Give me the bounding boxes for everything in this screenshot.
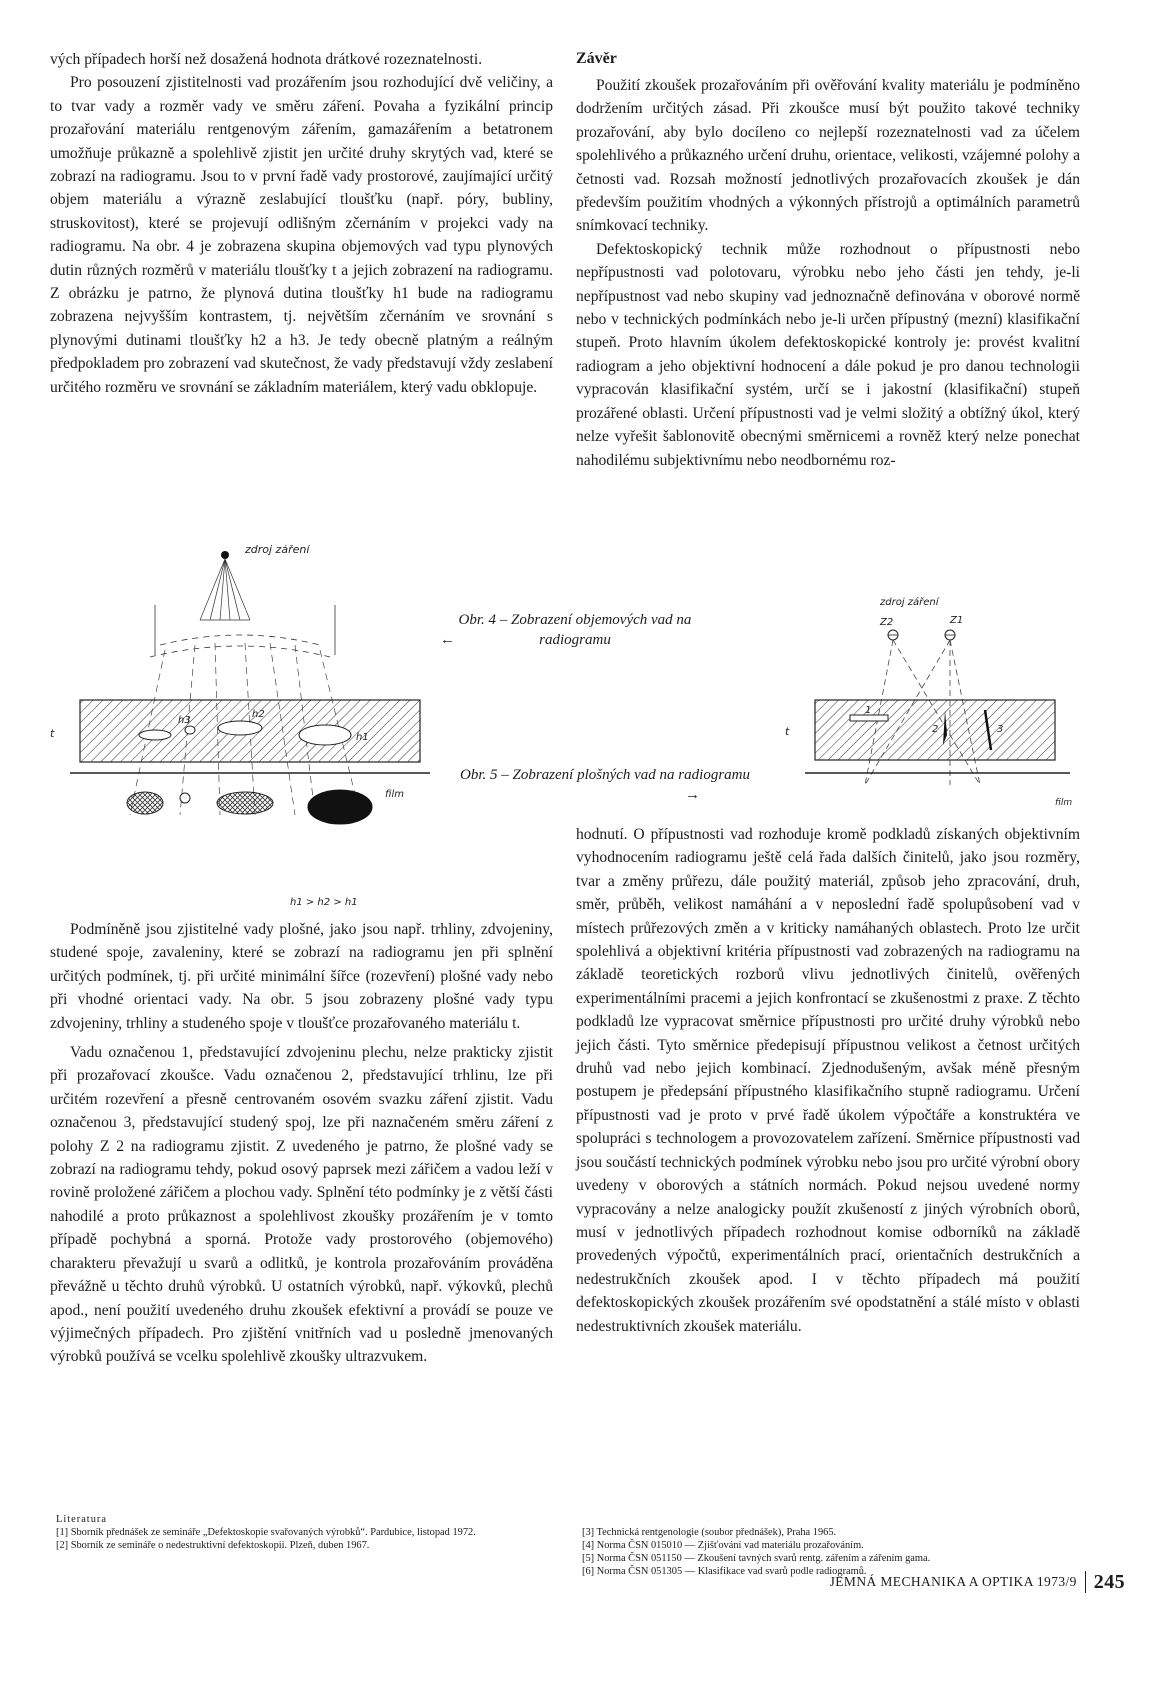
- caption-text: Obr. 5 – Zobrazení plošných vad na radiogramu: [459, 767, 750, 783]
- left-column-bottom: [50, 918, 553, 1369]
- reference-item: [5] Norma ČSN 051150 — Zkoušení tavných svarů rentg. zářením a zářením gama.: [582, 1553, 931, 1564]
- fig5-z1-label: Z1: [950, 615, 964, 626]
- references-title: Literatura: [56, 1514, 107, 1525]
- section-heading: Závěr: [576, 50, 617, 67]
- caption-text: Obr. 4 – Zobrazení objemových vad na radiogramu: [458, 612, 692, 648]
- arrow-right-icon: →: [685, 787, 700, 803]
- fig5-source-label: zdroj záření: [880, 597, 939, 608]
- fig5-film-label: film: [1055, 798, 1073, 808]
- fig4-relation-label: h1 > h2 > h1: [290, 897, 358, 908]
- fig4-film-label: film: [385, 789, 404, 800]
- right-column-top: [576, 48, 1080, 472]
- figure-5-diagram: [775, 595, 1085, 810]
- fig4-source-label: zdroj záření: [245, 545, 310, 556]
- reference-item: [4] Norma ČSN 015010 — Zjišťování vad materiálu prozařováním.: [582, 1540, 864, 1551]
- right-column-bottom: [576, 823, 1080, 1338]
- paragraph: Defektoskopický technik může rozhodnout o přípustnosti nebo nepřípustnosti vad polotovaru, výrobku nebo jeho části jen tehdy, je-li nepřípustnost vad nebo skupiny vad jednoznačně definována v oborové normě nebo v technických podmínkách nebo je-li určen přípustný (mezní) klasifikační stupeň. Proto hlavním úkolem defektoskopické kontroly je: provést kvalitní radiogram a jeho objektivní hodnocení a dále pokud je pro danou technologii vypracován klasifikační systém, určí se i jakostní (klasifikační) stupeň prozářené oblasti. Určení přípustnosti vad je velmi složitý a obtížný úkol, který nelze vyřešit šablonovitě obecnými směrnicemi a rovněž který nelze ponechat nahodilému subjektivnímu nebo neodbornému roz-: [576, 240, 1080, 469]
- fig4-h3-label: h3: [178, 715, 191, 726]
- journal-name: JEMNÁ MECHANIKA A OPTIKA 1973/9: [829, 1574, 1077, 1589]
- fig5-1-label: 1: [865, 705, 872, 716]
- page-number: 245: [1085, 1571, 1125, 1593]
- fig5-t-label: t: [785, 725, 790, 738]
- fig5-2-label: 2: [932, 724, 939, 735]
- fig4-h2-label: h2: [252, 709, 265, 720]
- reference-item: [6] Norma ČSN 051305 — Klasifikace vad svarů podle radiogramů.: [582, 1566, 867, 1577]
- paragraph: Podmíněně jsou zjistitelné vady plošné, jako jsou např. trhliny, zdvojeniny, studené spoje, zavaleniny, které se zobrazí na radiogramu jen při splnění určitých podmínek, tj. při určité minimální šířce (rozevření) plošné vady nebo při vhodné orientaci vady. Na obr. 5 jsou zobrazeny plošné vady typu zdvojeniny, trhliny a studeného spoje v tloušťce prozařovaného materiálu t.: [50, 921, 553, 1032]
- paragraph: vých případech horší než dosažená hodnota drátkové rozeznatelnosti.: [50, 51, 483, 68]
- fig4-h1-label: h1: [356, 732, 369, 743]
- fig5-3-label: 3: [997, 724, 1004, 735]
- figure-4-diagram: [40, 545, 440, 915]
- arrow-left-icon: ←: [440, 632, 455, 648]
- paragraph: Vadu označenou 1, představující zdvojeninu plechu, nelze prakticky zjistit při prozařovací zkoušce. Vadu označenou 2, představující trhlinu, lze při určitém rozevření a přesně centrovaném osovém svazku záření zjistit. Vadu označenou 3, představující studený spoj, lze při naznačeném směru záření z polohy Z 2 na radiogramu zjistit. Z uvedeného je patrno, že plošné vady se zobrazí na radiogramu tehdy, pokud osový paprsek mezi zářičem a vadou leží v rovině proložené zářičem a plochou vady. Splnění této podmínky je z větší části nahodilé a proto průkaznost a spolehlivost zkoušky prozářením je v tomto případě pochybná a sporná. Protože vady prostorového (objemového) charakteru převažují u svarů a odlitků, je kontrola prozařováním prováděna převážně u těchto druhů výrobků. U ostatních výrobků, např. výkovků, plechů apod., není použití uvedeného druhu zkoušek efektivní a provádí se pouze ve výjimečných případech. Pro zjištění vnitřních vad u posledně jmenovaných výrobků používá se vcelku spolehlivě zkoušky ultrazvukem.: [50, 1044, 553, 1366]
- figure-4-caption: [440, 610, 710, 650]
- reference-item: [2] Sborník ze semináře o nedestruktivní defektoskopii. Plzeň, duben 1967.: [56, 1540, 370, 1551]
- paragraph: hodnutí. O přípustnosti vad rozhoduje kromě podkladů získaných objektivním vyhodnocením radiogramu ještě celá řada dalších činitelů, jako jsou rozměry, tvar a změny průřezu, dále použitý materiál, způsob jeho zpracování, druh, směr, průběh, velikost namáhání a v neposlední řadě spolupůsobení vad v místech průřezových změn a v kriticky namáhaných oblastech. Proto lze určit spolehlivá a objektivní kritéria přípustnosti vad zobrazených na radiogramu na základě teoretických rozborů vlivu jednotlivých činitelů, ověřených experimentálními pracemi a jejich konfrontací se zkušenostmi z praxe. Z těchto podkladů lze vypracovat směrnice přípustnosti pro určité druhy výrobků nebo jejich části. Tyto směrnice předepisují přípustnou velikost a četnost určitých druhů vad nebo jejich kombinací. Zjednodušeným, avšak méně přesným postupem je předepsání přípustného klasifikačního stupně radiogramu. Určení přípustnosti vad je proto v prvé řadě úkolem výpočtáře a konstruktéra ve spolupráci s technologem a provozovatelem zařízení. Směrnice přípustnosti vad jsou součástí technických podmínek výrobku nebo jsou pro určité výrobní obory uvedeny v oborových a státních normách. Pokud nejsou uvedené normy vypracovány a nelze analogicky použít zkušeností z jiných výrobních oborů, musí v jednotlivých případech rozhodnout komise odborníků na základě provedených výpočtů, experimentálních prací, orientačních destrukčních a nedestrukčních zkoušek apod. I v těchto případech má použití defektoskopických zkoušek prozářením své opodstatnění a stálé místo v oblasti nedestruktivních zkoušek materiálu.: [576, 826, 1080, 1335]
- reference-item: [3] Technická rentgenologie (soubor přednášek), Praha 1965.: [582, 1527, 837, 1538]
- fig5-z2-label: Z2: [880, 617, 894, 628]
- paragraph: Pro posouzení zjistitelnosti vad prozářením jsou rozhodující dvě veličiny, a to tvar vady a rozměr vady ve směru záření. Povaha a fyzikální princip prozařování materiálu rentgenovým zářením, gamazářením a betatronem umožňuje průkazně a spolehlivě zjistit jen určité druhy skrytých vad, které se zobrazí na radiogramu. Jsou to v první řadě vady prostorové, zaujímající určitý objem materiálu a výrazně zeslabující tloušťku (např. póry, bubliny, struskovitost), které se projevují odlišným zčernáním v projekci vady na radiogramu. Na obr. 4 je zobrazena skupina objemových vad typu plynových dutin různých rozměrů v materiálu tloušťky t a jejich zobrazení na radiogramu. Z obrázku je patrno, že plynová dutina tloušťky h1 bude na radiogramu zobrazena nejvyšším kontrastem, tj. největším zčernáním ve srovnání s plynovými dutinami tloušťky h2 a h3. Je tedy obecně platným a reálným předpokladem pro zobrazení vad skutečnost, že vady představují vždy zeslabení určitého rozměru ve srovnání se základním materiálem, který vadu obklopuje.: [50, 74, 553, 396]
- paragraph: Použití zkoušek prozařováním při ověřování kvality materiálu je podmíněno dodržením určitých zásad. Při zkoušce musí být použito takové techniky prozařování, aby bylo docíleno co nejlepší rozeznatelnosti vad za účelem spolehlivého a průkazného určení druhu, orientace, velikosti, vzájemné polohy a četnosti vad. Rozsah možností jednotlivých prozařovacích zkoušek je dán především použitím vhodných a výkonných přístrojů a optimálních parametrů snímkovací techniky.: [576, 77, 1080, 235]
- fig4-t-label: t: [50, 727, 55, 740]
- figure-5-caption: [455, 765, 755, 803]
- reference-item: [1] Sborník přednášek ze semináře „Defektoskopie svařovaných výrobků“. Pardubice, listopad 1972.: [56, 1527, 476, 1538]
- references-left: [56, 1513, 556, 1552]
- left-column-top: [50, 48, 553, 399]
- page-footer: [830, 1571, 1125, 1593]
- radiation-source-icon: [221, 551, 229, 559]
